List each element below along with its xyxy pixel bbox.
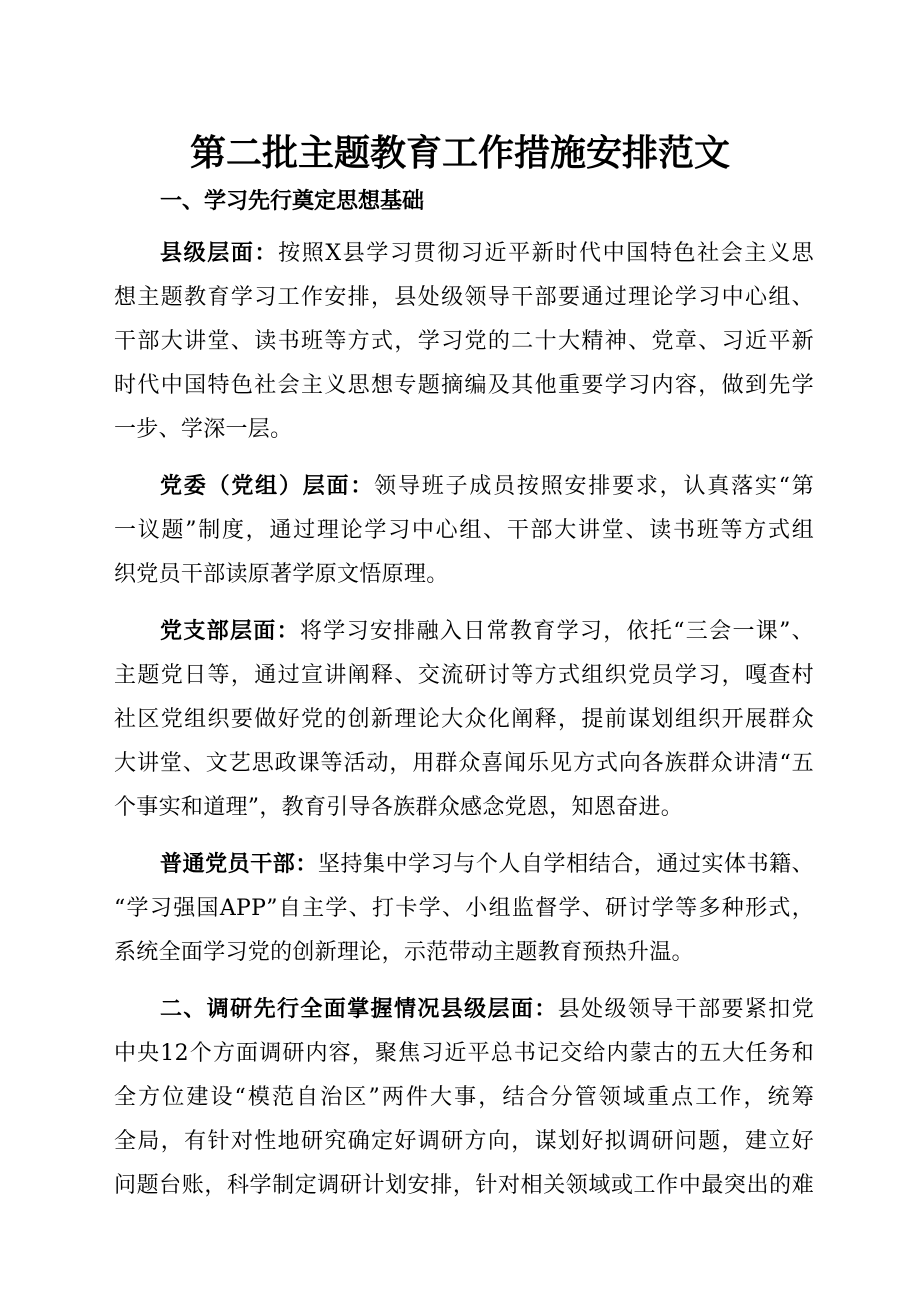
paragraph-line: 想主题教育学习工作安排，县处级领导干部要通过理论学习中心组、 — [114, 285, 814, 310]
paragraph-line — [114, 610, 814, 654]
paragraph-text: 坚持集中学习与个人自学相结合，通过实体书籍、 — [317, 852, 814, 877]
paragraph-county-level — [114, 232, 814, 452]
paragraph-line: 问题台账，科学制定调研计划安排，针对相关领域或工作中最突出的难 — [114, 1173, 814, 1198]
paragraph-line: 干部大讲堂、读书班等方式，学习党的二十大精神、党章、习近平新 — [114, 329, 814, 354]
paragraph-line: 中央12个方面调研内容，聚焦习近平总书记交给内蒙古的五大任务和 — [114, 1041, 814, 1066]
paragraph-line: 社区党组织要做好党的创新理论大众化阐释，提前谋划组织开展群众 — [114, 707, 814, 732]
paragraph-lead: 二、调研先行全面掌握情况县级层面： — [160, 997, 558, 1022]
paragraph-line: 全局，有针对性地研究确定好调研方向，谋划好拟调研问题，建立好 — [114, 1129, 814, 1154]
paragraph-research-first — [114, 988, 814, 1208]
paragraph-text: 将学习安排融入日常教育学习，依托“三会一课”、 — [299, 619, 814, 644]
paragraph-line — [114, 843, 814, 887]
paragraph-lead: 县级层面： — [160, 241, 279, 266]
paragraph-line — [114, 465, 814, 509]
paragraph-line — [114, 232, 814, 276]
paragraph-lead: 普通党员干部： — [160, 852, 318, 877]
document-body — [114, 232, 814, 1221]
paragraph-line: 个事实和道理”，教育引导各族群众感念党恩，知恩奋进。 — [114, 795, 684, 820]
paragraph-party-branch-level — [114, 610, 814, 830]
paragraph-line: 一步、学深一层。 — [114, 417, 293, 442]
paragraph-text: 领导班子成员按照安排要求，认真落实“第 — [374, 474, 815, 499]
paragraph-line: 主题党日等，通过宣讲阐释、交流研讨等方式组织党员学习，嘎查村 — [114, 663, 814, 688]
paragraph-line — [114, 988, 814, 1032]
paragraph-text: 按照X县学习贯彻习近平新时代中国特色社会主义思 — [278, 241, 814, 266]
paragraph-line: 时代中国特色社会主义思想专题摘编及其他重要学习内容，做到先学 — [114, 373, 814, 398]
paragraph-line: 一议题”制度，通过理论学习中心组、干部大讲堂、读书班等方式组 — [114, 518, 814, 543]
paragraph-line: 大讲堂、文艺思政课等活动，用群众喜闻乐见方式向各族群众讲清“五 — [114, 751, 814, 776]
paragraph-line: 系统全面学习党的创新理论，示范带动主题教育预热升温。 — [114, 940, 694, 965]
document-title: 第二批主题教育工作措施安排范文 — [189, 133, 730, 174]
paragraph-text: 县处级领导干部要紧扣党 — [557, 997, 814, 1022]
section-heading-study: 一、学习先行奠定思想基础 — [160, 189, 425, 214]
paragraph-party-committee-level — [114, 465, 814, 597]
paragraph-line: 全方位建设“模范自治区”两件大事，结合分管领域重点工作，统筹 — [114, 1085, 814, 1110]
paragraph-lead: 党支部层面： — [160, 619, 300, 644]
paragraph-ordinary-members — [114, 843, 814, 975]
paragraph-line: 织党员干部读原著学原文悟原理。 — [114, 562, 449, 587]
paragraph-line: “学习强国APP”自主学、打卡学、小组监督学、研讨学等多种形式， — [114, 896, 814, 921]
paragraph-lead: 党委（党组）层面： — [160, 474, 375, 499]
